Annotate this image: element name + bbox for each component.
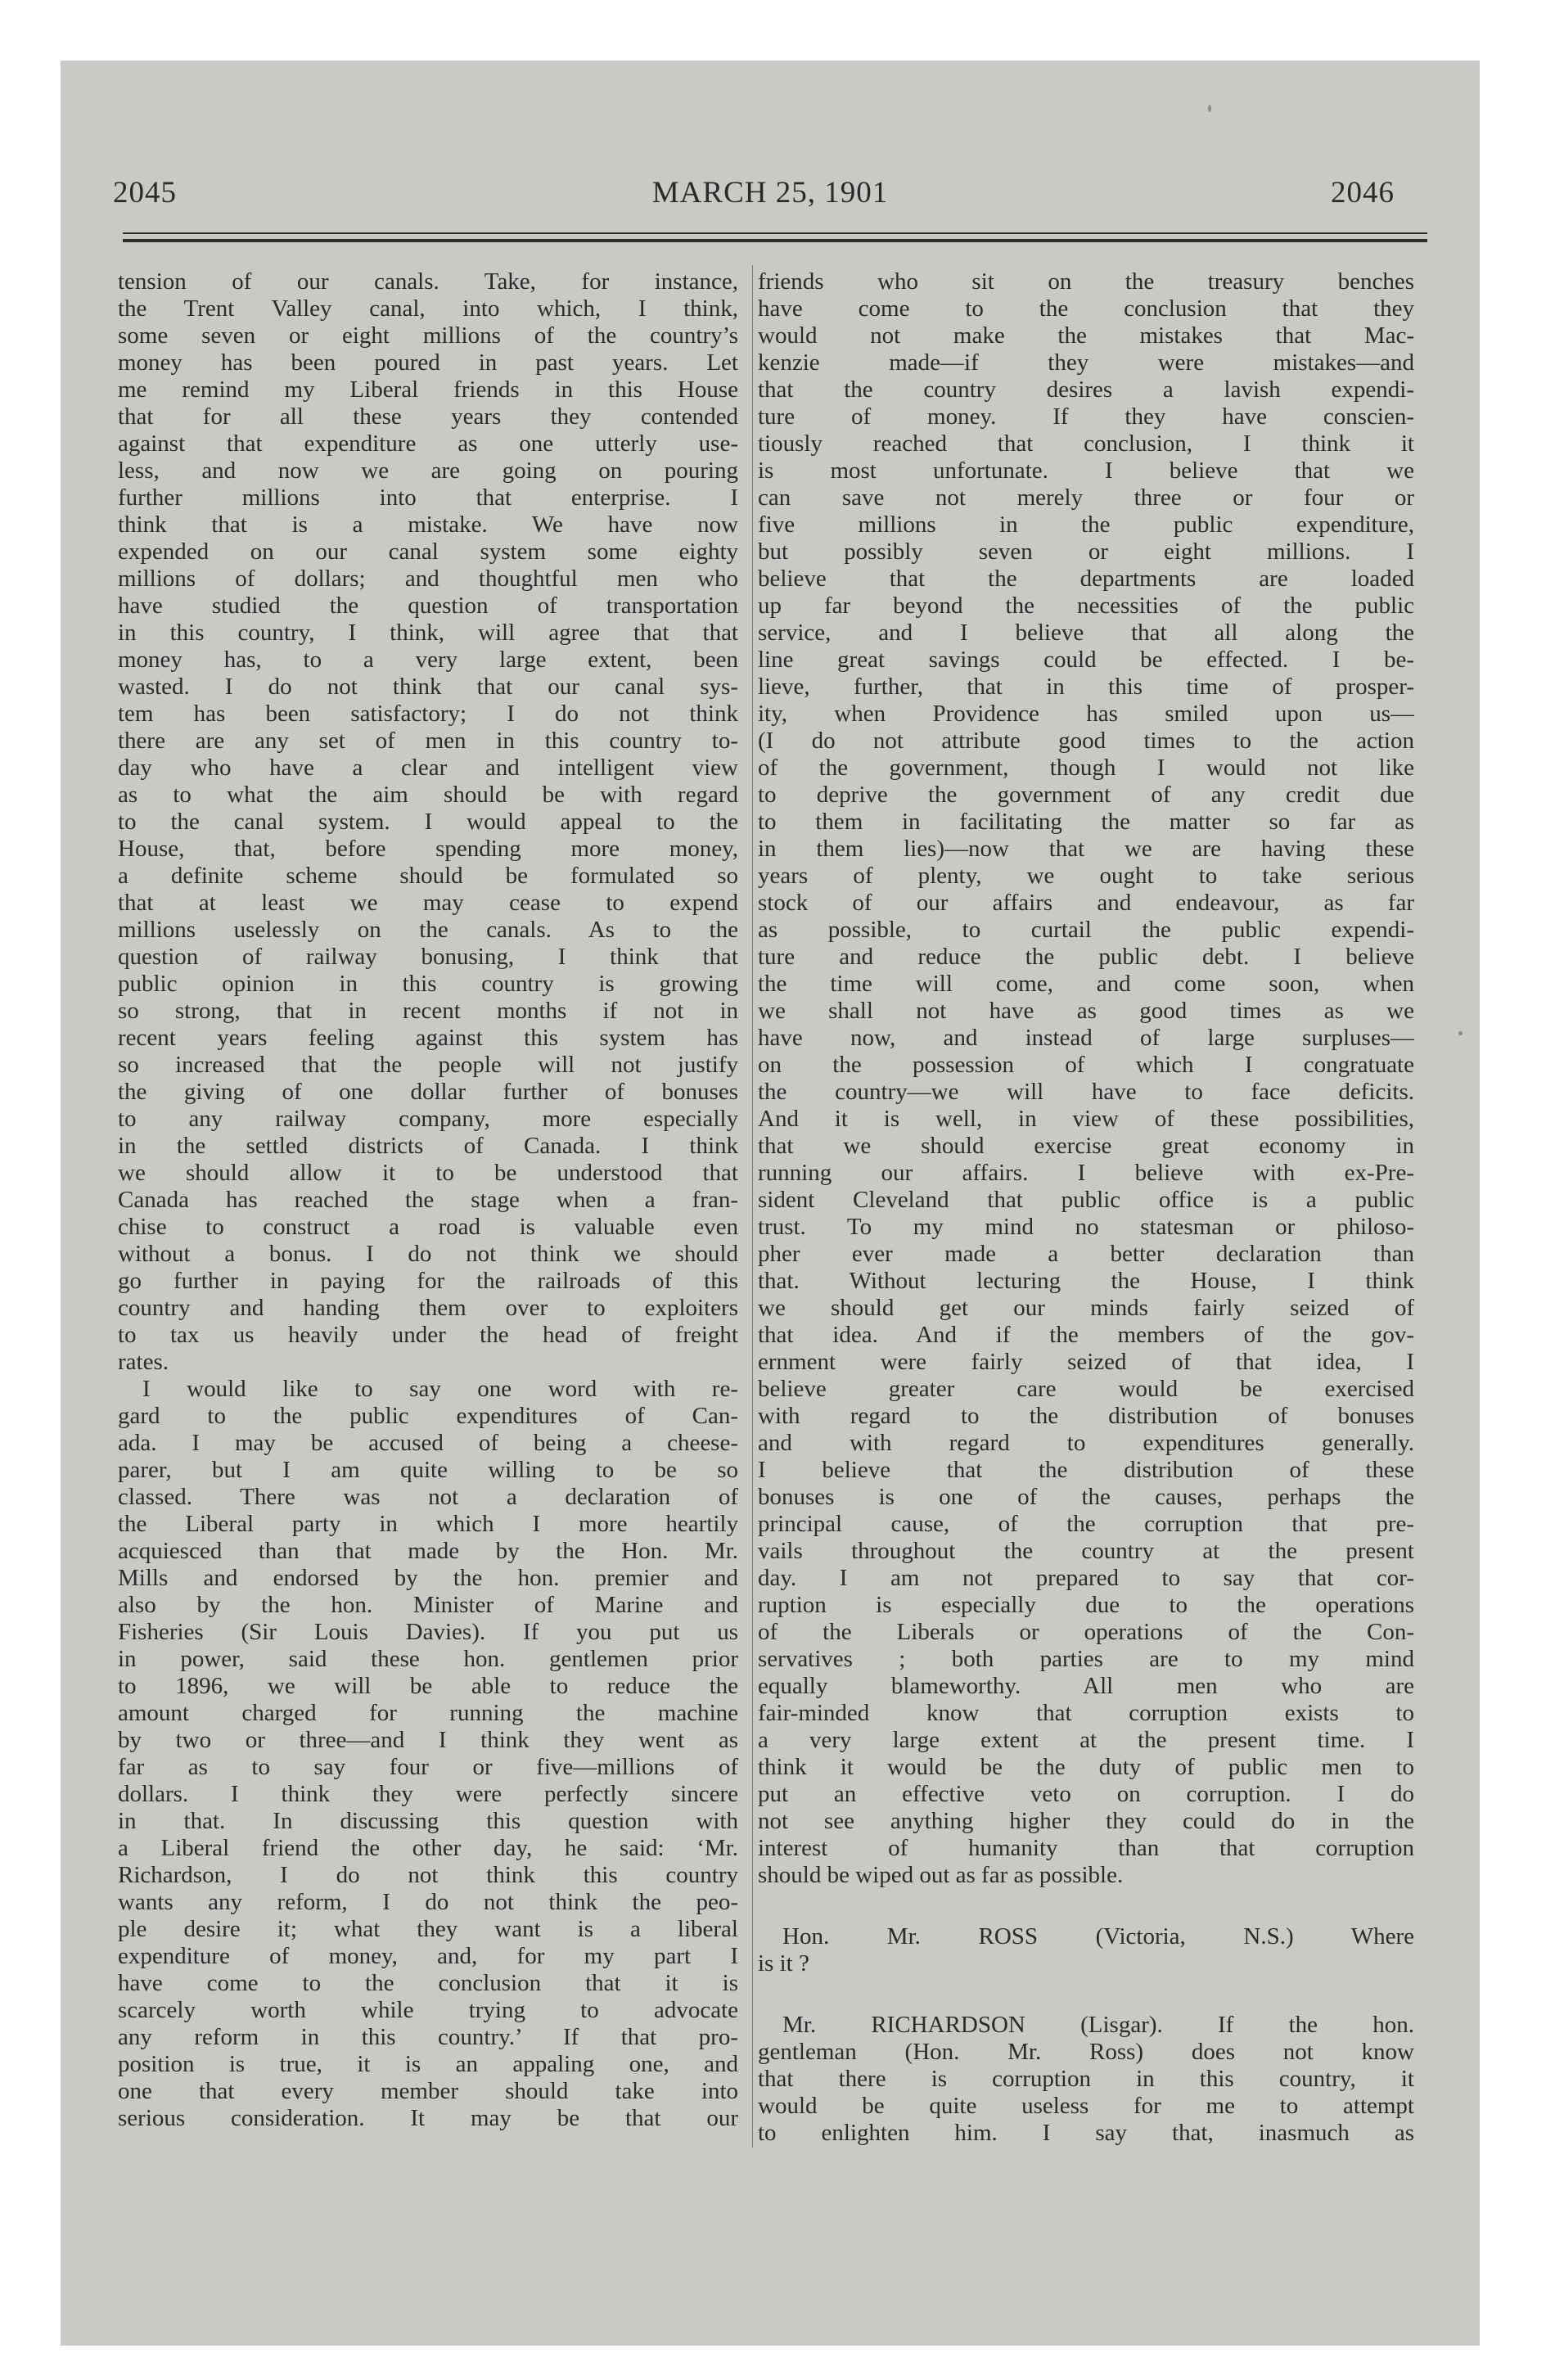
text-line: pher ever made a better declaration than bbox=[758, 1241, 1414, 1267]
text-line: fair-minded know that corruption exists to bbox=[758, 1700, 1414, 1726]
text-line: against that expenditure as one utterly use- bbox=[118, 430, 738, 457]
text-line: servatives ; both parties are to my mind bbox=[758, 1646, 1414, 1672]
text-line: on the possession of which I congratuate bbox=[758, 1052, 1414, 1078]
text-line: And it is well, in view of these possibilities, bbox=[758, 1106, 1414, 1132]
text-line: think that is a mistake. We have now bbox=[118, 512, 738, 538]
text-line: up far beyond the necessities of the public bbox=[758, 593, 1414, 619]
text-line: running our affairs. I believe with ex-Pre- bbox=[758, 1160, 1414, 1186]
text-line: expenditure of money, and, for my part I bbox=[118, 1943, 738, 1969]
text-line: a very large extent at the present time. I bbox=[758, 1727, 1414, 1753]
text-line: the country—we will have to face deficits. bbox=[758, 1079, 1414, 1105]
text-line: further millions into that enterprise. I bbox=[118, 485, 738, 511]
text-line: that there is corruption in this country, it bbox=[758, 2066, 1414, 2092]
text-line: dollars. I think they were perfectly sincere bbox=[118, 1781, 738, 1807]
text-line: think it would be the duty of public men to bbox=[758, 1754, 1414, 1780]
text-line: to them in facilitating the matter so far as bbox=[758, 809, 1414, 835]
text-line: and with regard to expenditures generally. bbox=[758, 1430, 1414, 1456]
text-line: is it ? bbox=[758, 1950, 809, 1977]
text-line: that we should exercise great economy in bbox=[758, 1133, 1414, 1159]
text-line: ture and reduce the public debt. I believe bbox=[758, 944, 1414, 970]
text-line: any reform in this country.’ If that pro- bbox=[118, 2024, 738, 2050]
text-line: trust. To my mind no statesman or philoso- bbox=[758, 1214, 1414, 1240]
text-line: to deprive the government of any credit due bbox=[758, 782, 1414, 808]
text-line: to any railway company, more especially bbox=[118, 1106, 738, 1132]
text-line: Fisheries (Sir Louis Davies). If you put us bbox=[118, 1619, 738, 1645]
text-line: wants any reform, I do not think the peo- bbox=[118, 1889, 738, 1915]
text-line: to 1896, we will be able to reduce the bbox=[118, 1673, 738, 1699]
text-line: bonuses is one of the causes, perhaps the bbox=[758, 1484, 1414, 1510]
text-line: wasted. I do not think that our canal sys- bbox=[118, 674, 738, 700]
text-line: a Liberal friend the other day, he said: ‘Mr. bbox=[118, 1835, 738, 1861]
text-line: is most unfortunate. I believe that we bbox=[758, 458, 1414, 484]
text-line: we shall not have as good times as we bbox=[758, 998, 1414, 1024]
text-line: some seven or eight millions of the country’s bbox=[118, 322, 738, 349]
text-line: interest of humanity than that corruption bbox=[758, 1835, 1414, 1861]
text-line: that idea. And if the members of the gov- bbox=[758, 1322, 1414, 1348]
text-line: should be wiped out as far as possible. bbox=[758, 1862, 1124, 1888]
text-line: as possible, to curtail the public expendi- bbox=[758, 917, 1414, 943]
text-line: the time will come, and come soon, when bbox=[758, 971, 1414, 997]
text-line: serious consideration. It may be that our bbox=[118, 2105, 738, 2131]
text-line: have come to the conclusion that they bbox=[758, 295, 1414, 322]
text-line: less, and now we are going on pouring bbox=[118, 458, 738, 484]
text-line: millions uselessly on the canals. As to the bbox=[118, 917, 738, 943]
text-line: public opinion in this country is growing bbox=[118, 971, 738, 997]
scanned-page bbox=[61, 61, 1480, 2346]
text-line: so strong, that in recent months if not in bbox=[118, 998, 738, 1024]
text-line: so increased that the people will not justify bbox=[118, 1052, 738, 1078]
text-line: amount charged for running the machine bbox=[118, 1700, 738, 1726]
text-line: five millions in the public expenditure, bbox=[758, 512, 1414, 538]
scan-speck bbox=[1208, 105, 1211, 112]
text-line: can save not merely three or four or bbox=[758, 485, 1414, 511]
text-line: to the canal system. I would appeal to the bbox=[118, 809, 738, 835]
text-line: have studied the question of transportation bbox=[118, 593, 738, 619]
text-line: believe that the departments are loaded bbox=[758, 566, 1414, 592]
text-line: friends who sit on the treasury benches bbox=[758, 268, 1414, 295]
text-line: me remind my Liberal friends in this House bbox=[118, 376, 738, 403]
text-line: to enlighten him. I say that, inasmuch as bbox=[758, 2120, 1414, 2146]
paragraph-gap bbox=[758, 1889, 1414, 1923]
right-page-number: 2046 bbox=[1331, 176, 1395, 210]
text-line: principal cause, of the corruption that pre- bbox=[758, 1511, 1414, 1537]
paragraph-gap bbox=[758, 1977, 1414, 2012]
text-line: (I do not attribute good times to the action bbox=[758, 728, 1414, 754]
text-line: also by the hon. Minister of Marine and bbox=[118, 1592, 738, 1618]
text-line: service, and I believe that all along the bbox=[758, 620, 1414, 646]
text-line: would not make the mistakes that Mac- bbox=[758, 322, 1414, 349]
left-page-number: 2045 bbox=[113, 176, 177, 210]
text-line: we should allow it to be understood that bbox=[118, 1160, 738, 1186]
text-line: House, that, before spending more money, bbox=[118, 836, 738, 862]
page-header bbox=[61, 61, 1480, 241]
header-rule-thin bbox=[123, 232, 1427, 234]
text-line: I believe that the distribution of these bbox=[758, 1457, 1414, 1483]
text-line: the Liberal party in which I more heartily bbox=[118, 1511, 738, 1537]
text-line: lieve, further, that in this time of prosper- bbox=[758, 674, 1414, 700]
text-line: in power, said these hon. gentlemen prior bbox=[118, 1646, 738, 1672]
text-line: tension of our canals. Take, for instance, bbox=[118, 268, 738, 295]
column-divider bbox=[752, 265, 753, 2148]
text-line: I would like to say one word with re- bbox=[142, 1376, 738, 1402]
text-line: classed. There was not a declaration of bbox=[118, 1484, 738, 1510]
text-line: that at least we may cease to expend bbox=[118, 890, 738, 916]
text-line: scarcely worth while trying to advocate bbox=[118, 1997, 738, 2023]
text-line: in this country, I think, will agree that that bbox=[118, 620, 738, 646]
text-line: line great savings could be effected. I be- bbox=[758, 647, 1414, 673]
text-line: position is true, it is an appaling one, and bbox=[118, 2051, 738, 2077]
text-line: years of plenty, we ought to take serious bbox=[758, 863, 1414, 889]
text-line: sident Cleveland that public office is a public bbox=[758, 1187, 1414, 1213]
text-line: as to what the aim should be with regard bbox=[118, 782, 738, 808]
text-line: put an effective veto on corruption. I do bbox=[758, 1781, 1414, 1807]
text-line: Canada has reached the stage when a fran- bbox=[118, 1187, 738, 1213]
text-line: Richardson, I do not think this country bbox=[118, 1862, 738, 1888]
text-line: ple desire it; what they want is a liberal bbox=[118, 1916, 738, 1942]
text-line: stock of our affairs and endeavour, as far bbox=[758, 890, 1414, 916]
text-line: kenzie made—if they were mistakes—and bbox=[758, 349, 1414, 376]
text-line: acquiesced than that made by the Hon. Mr. bbox=[118, 1538, 738, 1564]
page-date: MARCH 25, 1901 bbox=[651, 176, 889, 210]
text-line: go further in paying for the railroads of this bbox=[118, 1268, 738, 1294]
right-column bbox=[758, 268, 1414, 2147]
text-line: ernment were fairly seized of that idea, I bbox=[758, 1349, 1414, 1375]
text-line: ity, when Providence has smiled upon us— bbox=[758, 701, 1414, 727]
text-line: rates. bbox=[118, 1349, 169, 1375]
text-line: that for all these years they contended bbox=[118, 403, 738, 430]
text-line: not see anything higher they could do in the bbox=[758, 1808, 1414, 1834]
text-line: vails throughout the country at the present bbox=[758, 1538, 1414, 1564]
text-line: Mr. RICHARDSON (Lisgar). If the hon. bbox=[782, 2012, 1414, 2038]
text-line: recent years feeling against this system has bbox=[118, 1025, 738, 1051]
text-line: day. I am not prepared to say that cor- bbox=[758, 1565, 1414, 1591]
text-line: day who have a clear and intelligent view bbox=[118, 755, 738, 781]
text-line: with regard to the distribution of bonuses bbox=[758, 1403, 1414, 1429]
left-column bbox=[118, 268, 738, 2132]
text-line: believe greater care would be exercised bbox=[758, 1376, 1414, 1402]
text-line: question of railway bonusing, I think that bbox=[118, 944, 738, 970]
text-line: but possibly seven or eight millions. I bbox=[758, 539, 1414, 565]
text-line: by two or three—and I think they went as bbox=[118, 1727, 738, 1753]
text-line: expended on our canal system some eighty bbox=[118, 539, 738, 565]
text-line: in the settled districts of Canada. I think bbox=[118, 1133, 738, 1159]
text-line: tiously reached that conclusion, I think it bbox=[758, 430, 1414, 457]
text-line: the Trent Valley canal, into which, I think, bbox=[118, 295, 738, 322]
text-line: of the Liberals or operations of the Con- bbox=[758, 1619, 1414, 1645]
text-line: we should get our minds fairly seized of bbox=[758, 1295, 1414, 1321]
text-line: of the government, though I would not like bbox=[758, 755, 1414, 781]
text-line: that. Without lecturing the House, I think bbox=[758, 1268, 1414, 1294]
text-line: gard to the public expenditures of Can- bbox=[118, 1403, 738, 1429]
text-line: that the country desires a lavish expendi- bbox=[758, 376, 1414, 403]
header-rule-thick bbox=[123, 239, 1427, 242]
text-line: far as to say four or five—millions of bbox=[118, 1754, 738, 1780]
text-line: Mills and endorsed by the hon. premier and bbox=[118, 1565, 738, 1591]
text-line: money has, to a very large extent, been bbox=[118, 647, 738, 673]
text-line: millions of dollars; and thoughtful men who bbox=[118, 566, 738, 592]
text-line: ture of money. If they have conscien- bbox=[758, 403, 1414, 430]
text-line: country and handing them over to exploiters bbox=[118, 1295, 738, 1321]
text-line: have come to the conclusion that it is bbox=[118, 1970, 738, 1996]
text-line: a definite scheme should be formulated so bbox=[118, 863, 738, 889]
text-line: to tax us heavily under the head of freight bbox=[118, 1322, 738, 1348]
text-line: in them lies)—now that we are having these bbox=[758, 836, 1414, 862]
text-line: there are any set of men in this country to- bbox=[118, 728, 738, 754]
text-line: ada. I may be accused of being a cheese- bbox=[118, 1430, 738, 1456]
text-line: one that every member should take into bbox=[118, 2078, 738, 2104]
text-line: ruption is especially due to the operations bbox=[758, 1592, 1414, 1618]
text-line: tem has been satisfactory; I do not think bbox=[118, 701, 738, 727]
text-line: chise to construct a road is valuable even bbox=[118, 1214, 738, 1240]
text-line: money has been poured in past years. Let bbox=[118, 349, 738, 376]
text-line: in that. In discussing this question with bbox=[118, 1808, 738, 1834]
text-line: have now, and instead of large surpluses— bbox=[758, 1025, 1414, 1051]
text-line: equally blameworthy. All men who are bbox=[758, 1673, 1414, 1699]
text-line: without a bonus. I do not think we should bbox=[118, 1241, 738, 1267]
scan-speck bbox=[1458, 1031, 1463, 1035]
text-line: Hon. Mr. ROSS (Victoria, N.S.) Where bbox=[782, 1923, 1414, 1950]
text-line: would be quite useless for me to attempt bbox=[758, 2093, 1414, 2119]
text-line: the giving of one dollar further of bonuses bbox=[118, 1079, 738, 1105]
text-line: gentleman (Hon. Mr. Ross) does not know bbox=[758, 2039, 1414, 2065]
text-line: parer, but I am quite willing to be so bbox=[118, 1457, 738, 1483]
